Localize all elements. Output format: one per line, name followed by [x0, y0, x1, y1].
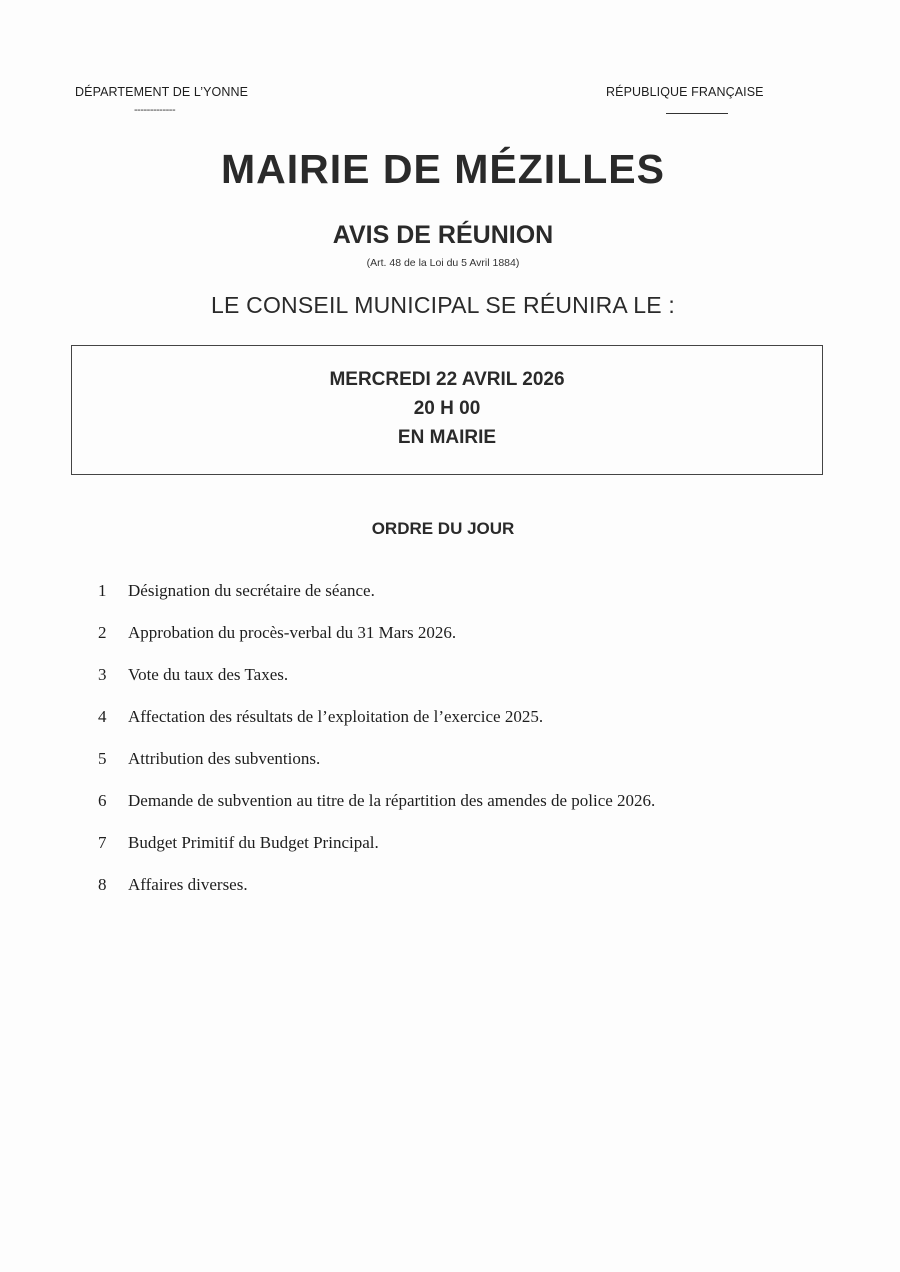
council-announcement: LE CONSEIL MUNICIPAL SE RÉUNIRA LE :	[211, 292, 675, 318]
agenda-item	[98, 581, 818, 623]
agenda-item-number: 8	[98, 875, 107, 894]
agenda-item-text: Budget Primitif du Budget Principal.	[128, 833, 379, 852]
agenda-item-number: 2	[98, 623, 107, 642]
agenda-item	[98, 707, 818, 749]
agenda-item-number: 6	[98, 791, 107, 810]
department-label: DÉPARTEMENT DE L’YONNE	[75, 85, 249, 99]
department-separator: -------------	[134, 104, 176, 116]
agenda-item	[98, 875, 818, 917]
agenda-item	[98, 665, 818, 707]
agenda-item	[98, 749, 818, 791]
notice-subtitle: AVIS DE RÉUNION	[332, 221, 554, 249]
agenda-item-number: 5	[98, 749, 107, 768]
meeting-details-box	[71, 345, 823, 475]
meeting-date: MERCREDI 22 AVRIL 2026	[329, 369, 565, 390]
agenda-item-number: 4	[98, 707, 107, 726]
agenda-title: ORDRE DU JOUR	[371, 519, 515, 538]
agenda-item-text: Affaires diverses.	[128, 875, 248, 894]
agenda-item-text: Attribution des subventions.	[128, 749, 321, 768]
agenda-item-text: Affectation des résultats de l’exploitation de l’exercice 2025.	[128, 707, 544, 726]
agenda-item-number: 3	[98, 665, 107, 684]
republic-label: RÉPUBLIQUE FRANÇAISE	[606, 85, 764, 99]
agenda-list	[98, 581, 818, 917]
agenda-item-text: Désignation du secrétaire de séance.	[128, 581, 375, 600]
law-reference: (Art. 48 de la Loi du 5 Avril 1884)	[366, 257, 520, 269]
agenda-item-number: 7	[98, 833, 107, 852]
page-title: MAIRIE DE MÉZILLES	[221, 146, 665, 192]
meeting-time: 20 H 00	[413, 398, 481, 419]
agenda-item	[98, 833, 818, 875]
agenda-item-text: Demande de subvention au titre de la répartition des amendes de police 2026.	[128, 791, 656, 810]
agenda-item-text: Approbation du procès-verbal du 31 Mars 2026.	[128, 623, 457, 642]
agenda-item	[98, 623, 818, 665]
agenda-item-text: Vote du taux des Taxes.	[128, 665, 289, 684]
agenda-item	[98, 791, 818, 833]
republic-separator	[666, 113, 728, 114]
meeting-place: EN MAIRIE	[397, 427, 497, 448]
agenda-item-number: 1	[98, 581, 107, 600]
